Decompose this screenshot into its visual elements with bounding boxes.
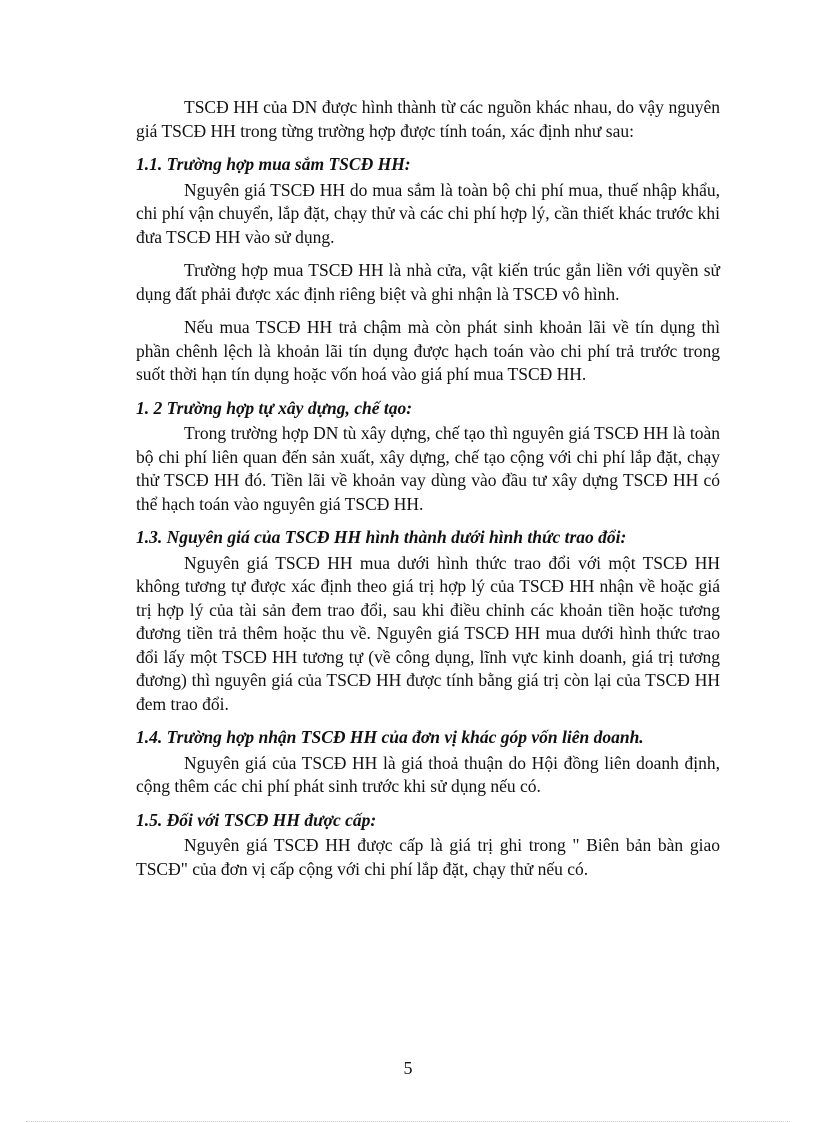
section-heading-1-5: 1.5. Đối với TSCĐ HH được cấp: — [136, 809, 377, 830]
section-1-1-paragraph-3: Nếu mua TSCĐ HH trả chậm mà còn phát sinh khoản lãi về tín dụng thì phần chênh lệch là khoản lãi tín dụng được hạch toán vào chi phí trả trước trong suốt thời hạn tín dụng hoặc vốn hoá vào giá phí mua TSCĐ HH. — [136, 317, 720, 384]
page-bottom-divider — [26, 1121, 790, 1122]
section-1-1-paragraph-1: Nguyên giá TSCĐ HH do mua sắm là toàn bộ chi phí mua, thuế nhập khẩu, chi phí vận chuyển, lắp đặt, chạy thử và các chi phí hợp lý, cần thiết khác trước khi đưa TSCĐ HH vào sử dụng. — [136, 179, 720, 247]
section-heading-1-3: 1.3. Nguyên giá của TSCĐ HH hình thành dưới hình thức trao đổi: — [136, 527, 627, 547]
section-heading-1-4: 1.4. Trường hợp nhận TSCĐ HH của đơn vị khác góp vốn liên doanh. — [136, 727, 644, 747]
section-1-3-paragraph-1: Nguyên giá TSCĐ HH mua dưới hình thức trao đổi với một TSCĐ HH không tương tự được xác định theo giá trị hợp lý của TSCĐ HH nhận về hoặc giá trị hợp lý của tài sản đem trao đổi, sau khi điều chỉnh các khoản tiền hoặc tương đương tiền trả thêm hoặc thu về. Nguyên giá TSCĐ HH mua dưới hình thức trao đổi lấy một TSCĐ HH tương tự (về công dụng, lĩnh vực kinh doanh, giá trị tương đương) thì nguyên giá của TSCĐ HH được tính bằng giá trị còn lại của TSCĐ HH đem trao đổi. — [136, 552, 720, 714]
page-content — [136, 96, 720, 891]
section-heading-1-2: 1. 2 Trường hợp tự xây dựng, chế tạo: — [136, 397, 413, 418]
section-1-1-paragraph-2: Trường hợp mua TSCĐ HH là nhà cửa, vật kiến trúc gắn liền với quyền sử dụng đất phải được xác định riêng biệt và ghi nhận là TSCĐ vô hình. — [136, 260, 720, 304]
section-heading-1-1: 1.1. Trường hợp mua sắm TSCĐ HH: — [136, 154, 411, 174]
intro-paragraph: TSCĐ HH của DN được hình thành từ các nguồn khác nhau, do vậy nguyên giá TSCĐ HH trong từng trường hợp được tính toán, xác định như sau: — [136, 97, 720, 141]
section-1-2-paragraph-1: Trong trường hợp DN tù xây dựng, chế tạo thì nguyên giá TSCĐ HH là toàn bộ chi phí liên quan đến sản xuất, xây dựng, chế tạo cộng với chi phí lắp đặt, chạy thử TSCĐ HH đó. Tiền lãi về khoản vay dùng vào đầu tư xây dựng TSCĐ HH có thể hạch toán vào nguyên giá TSCĐ HH. — [136, 423, 720, 514]
section-1-4-paragraph-1: Nguyên giá của TSCĐ HH là giá thoả thuận do Hội đồng liên doanh định, cộng thêm các chi phí phát sinh trước khi sử dụng nếu có. — [136, 752, 720, 796]
section-1-5-paragraph-1: Nguyên giá TSCĐ HH được cấp là giá trị ghi trong " Biên bản bàn giao TSCĐ" của đơn vị cấp cộng với chi phí lắp đặt, chạy thử nếu có. — [136, 835, 720, 879]
page-number: 5 — [403, 1058, 413, 1078]
